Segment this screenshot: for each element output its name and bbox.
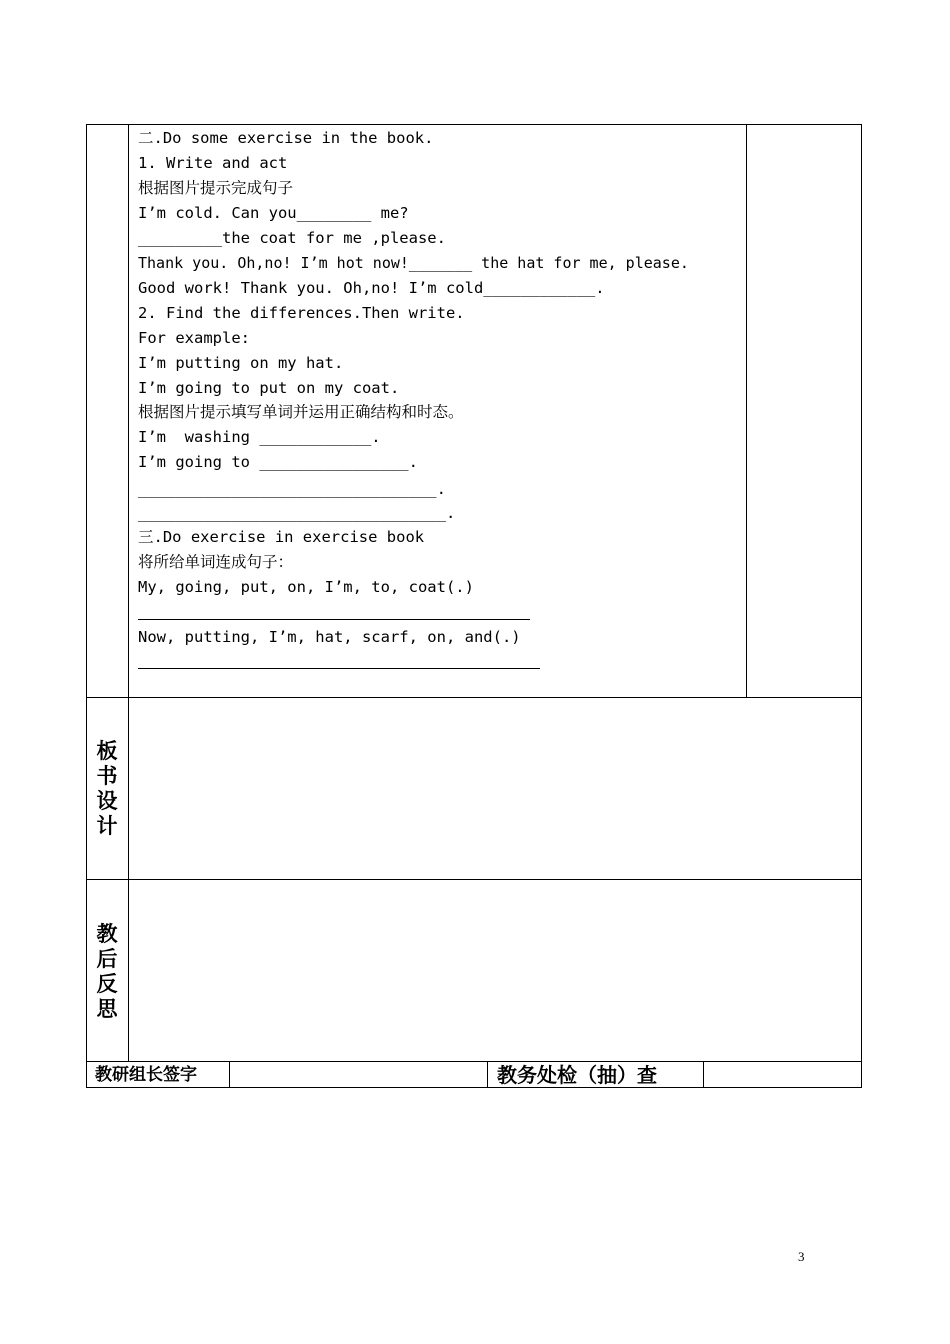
exercise-sentence-2: _________the coat for me ,please. (138, 229, 446, 247)
exercise-heading-2: 二.Do some exercise in the book. (138, 129, 434, 147)
exercise-fill-1: I’m washing ____________. (138, 428, 381, 446)
exercise-subheading-write-act: 1. Write and act (138, 154, 288, 172)
exercise-instruction-fill: 根据图片提示填写单词并运用正确结构和时态。 (138, 403, 464, 421)
exercise-words-2: Now, putting, I’m, hat, scarf, on, and(.) (138, 628, 521, 646)
board-design-label: 板书设计 (96, 739, 118, 838)
exercise-words-1: My, going, put, on, I’m, to, coat(.) (138, 578, 474, 596)
exercise-heading-3: 三.Do exercise in exercise book (138, 528, 425, 546)
row-divider-3 (86, 1061, 862, 1062)
table-bottom-border (86, 1087, 862, 1088)
exercise-sentence-3: Thank you. Oh,no! I’m hot now!_______ the hat for me, please. (138, 254, 689, 272)
exercise-fill-2: I’m going to ________________. (138, 453, 418, 471)
footer-divider-1 (229, 1061, 230, 1088)
leader-sign-label: 教研组长签字 (95, 1065, 197, 1085)
exercise-example-1: I’m putting on my hat. (138, 354, 344, 372)
row-divider-2 (86, 879, 862, 880)
footer-divider-2 (487, 1061, 488, 1088)
exercise-fill-3: ________________________________. (138, 480, 446, 498)
exercise-example-2: I’m going to put on my coat. (138, 379, 400, 397)
exercise-sentence-1: I’m cold. Can you________ me? (138, 204, 409, 222)
reflection-label: 教后反思 (96, 922, 118, 1021)
table-left-border (86, 124, 87, 1088)
row-divider-1 (86, 697, 862, 698)
answer-line-2 (138, 668, 540, 669)
exercise-instruction-connect: 将所给单词连成句子： (138, 553, 294, 571)
exercise-fill-4: _________________________________. (138, 504, 456, 522)
exercise-instruction-complete: 根据图片提示完成句子 (138, 179, 294, 197)
office-check-label: 教务处检（抽）查 (497, 1063, 657, 1087)
exercise-subheading-differences: 2. Find the differences.Then write. (138, 304, 465, 322)
table-right-border (861, 124, 862, 1088)
exercise-sentence-4: Good work! Thank you. Oh,no! I’m cold____________. (138, 279, 605, 297)
footer-divider-3 (703, 1061, 704, 1088)
answer-line-1 (138, 619, 530, 620)
exercise-example-label: For example: (138, 329, 250, 347)
note-column-divider (746, 124, 747, 698)
label-column-divider (128, 124, 129, 1062)
page-number: 3 (798, 1249, 805, 1264)
